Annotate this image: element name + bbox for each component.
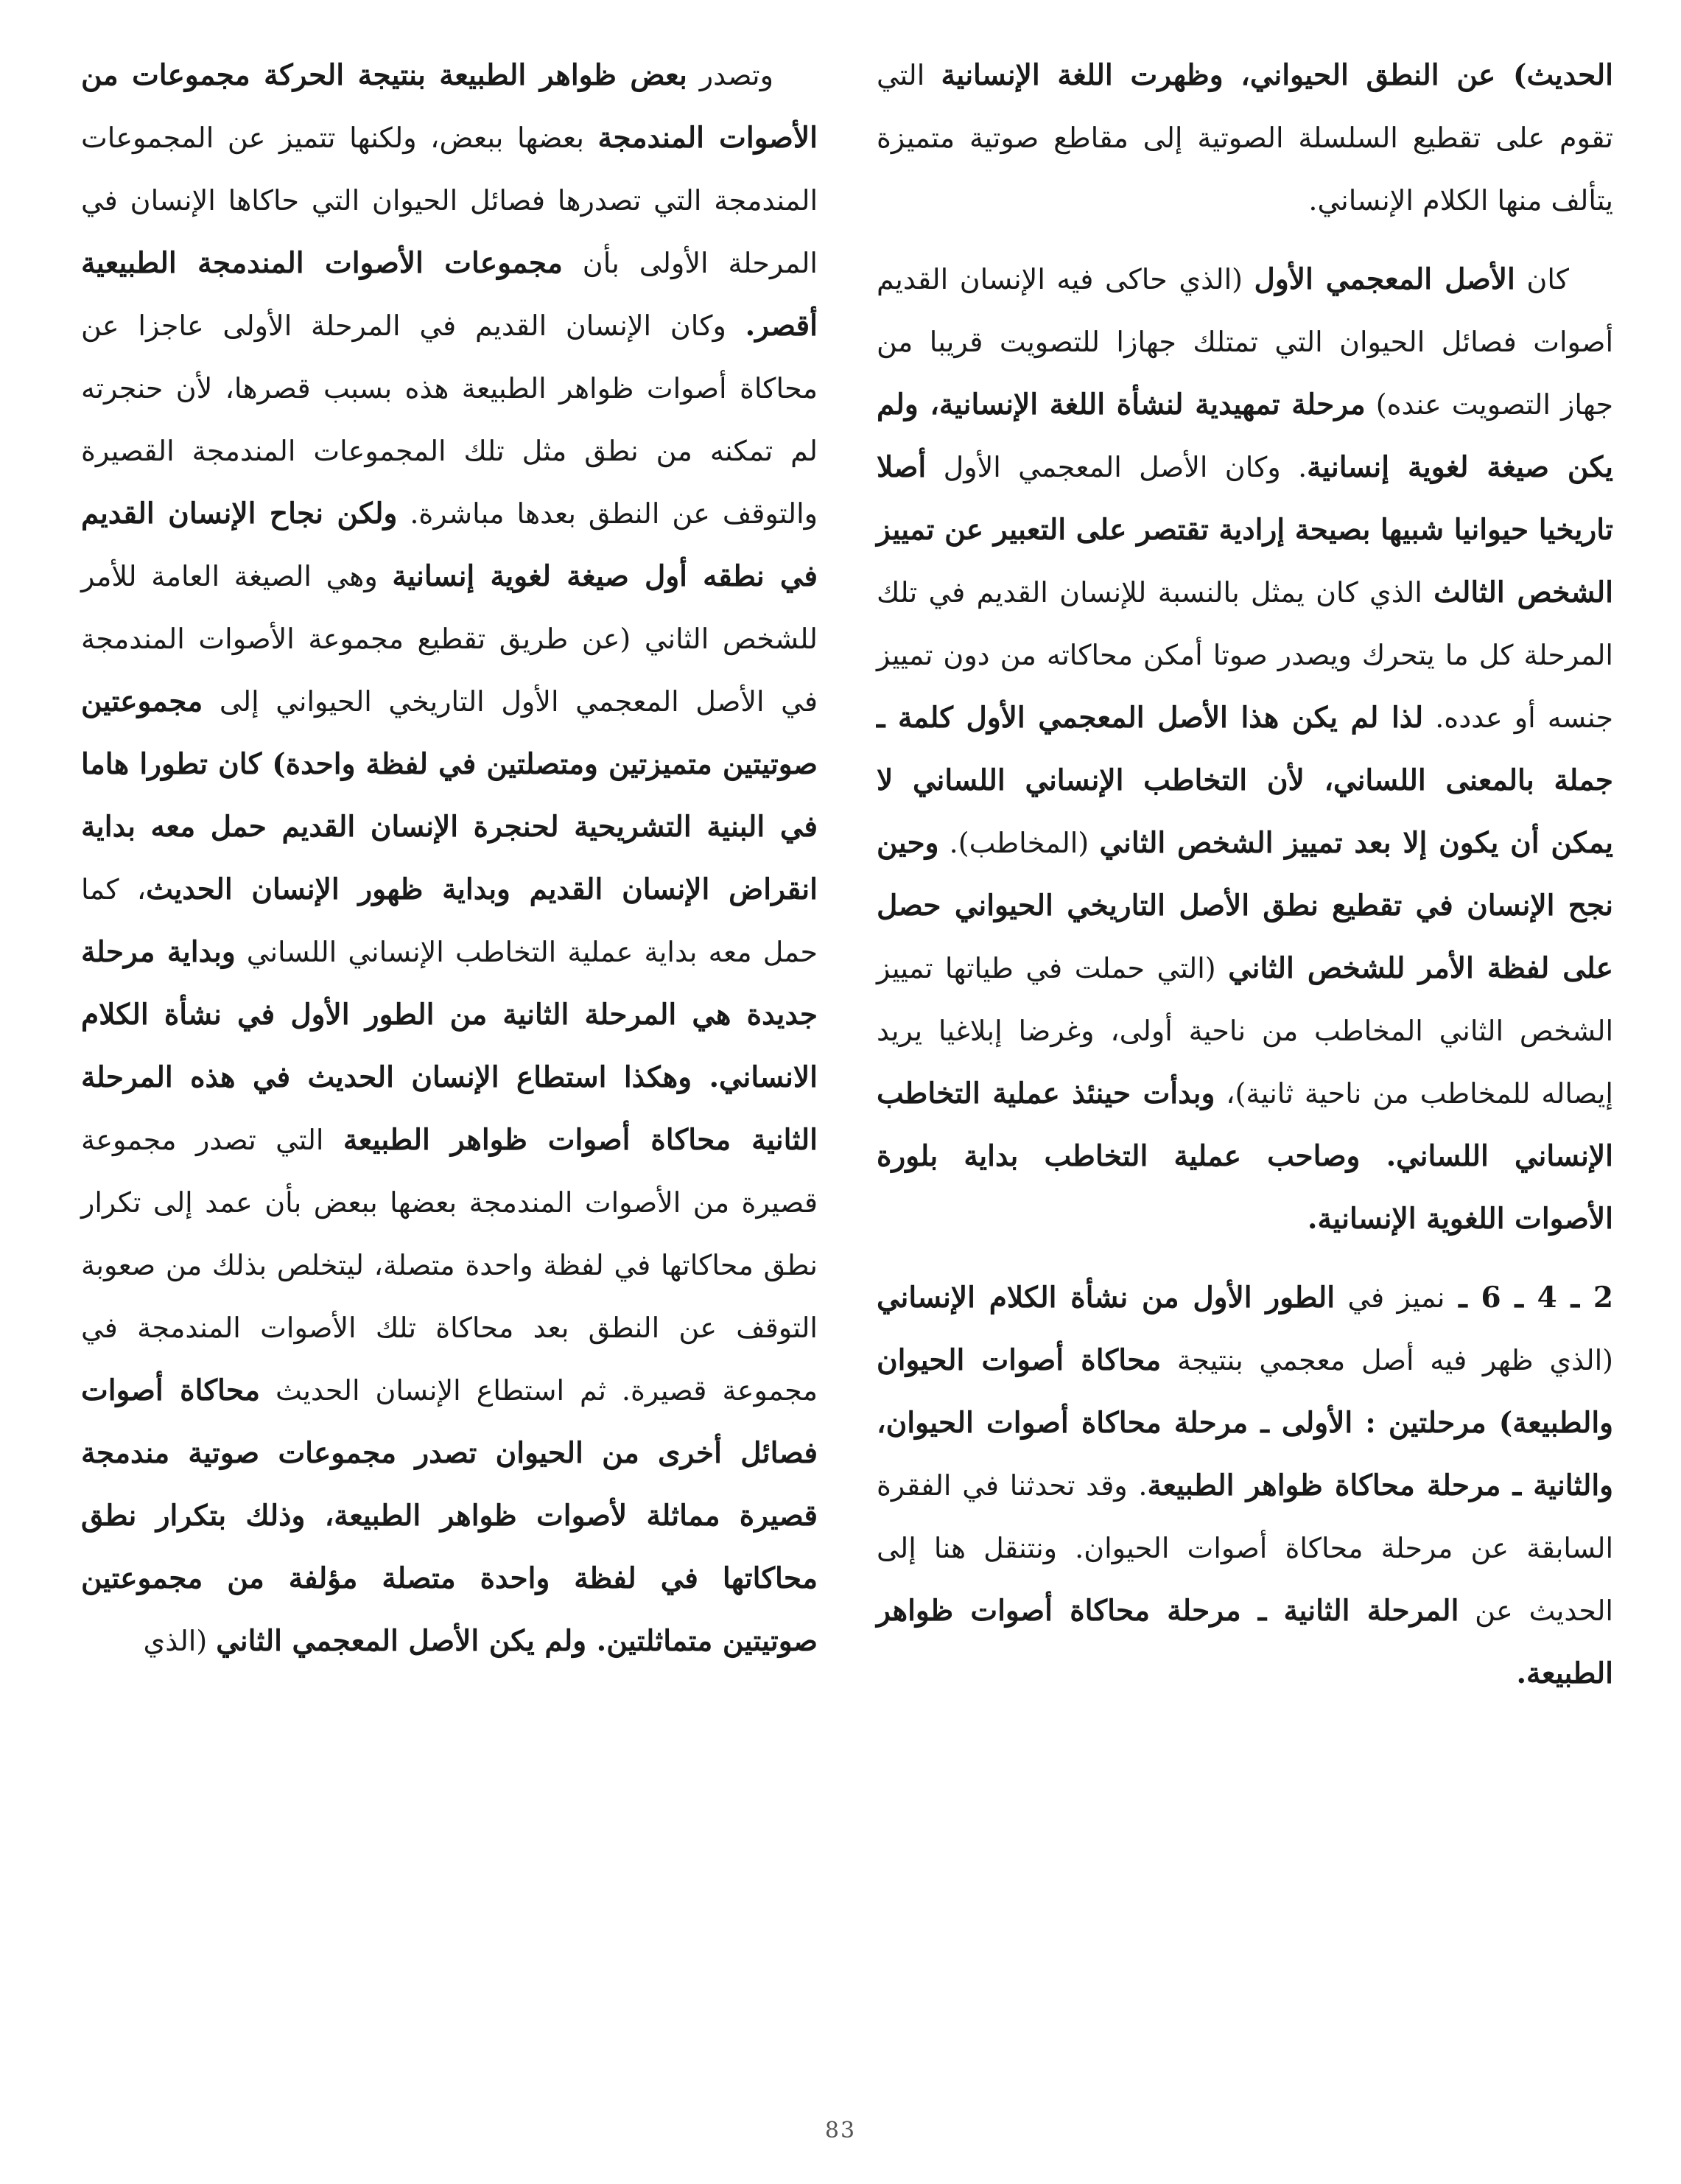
bold-text-run: وبدأت حينئذ عملية التخاطب الإنساني اللساني. وصاحب عملية التخاطب بداية بلورة الأصوات اللغوية الإنسانية.: [877, 1077, 1613, 1236]
bold-text-run: محاكاة أصوات فصائل أخرى من الحيوان تصدر مجموعات صوتية مندمجة قصيرة مماثلة لأصوات ظواهر الطبيعة، وذلك بتكرار نطق محاكاتها في لفظة واحدة متصلة مؤلفة من مجموعتين صوتيتين متماثلتين. ولم يكن الأصل المعجمي الثاني: [81, 1373, 818, 1658]
bold-text-run: الأصل المعجمي الأول: [1254, 262, 1515, 296]
left-paragraph-1: [81, 44, 818, 1673]
text-run: (الذي ظهر فيه أصل معجمي بنتيجة: [1161, 1344, 1613, 1376]
bold-text-run: 2 ـ 4 ـ 6 ـ: [1445, 1281, 1613, 1315]
text-run: الذي كان يمثل بالنسبة للإنسان القديم في تلك المرحلة كل ما يتحرك ويصدر صوتا أمكن محاكاته من دون تمييز جنسه أو عدده.: [877, 576, 1614, 734]
bold-text-run: مرحلة تمهيدية لنشأة اللغة الإنسانية، ولم يكن صيغة لغوية إنسانية: [877, 388, 1613, 484]
text-run: (التي حملت في طياتها تمييز الشخص الثاني المخاطب من ناحية أولى، وغرضا إبلاغيا يريد إيصاله للمخاطب من ناحية ثانية)،: [877, 952, 1613, 1110]
text-run: التي تصدر مجموعة قصيرة من الأصوات المندمجة بعضها ببعض بأن عمد إلى تكرار نطق محاكاتها في لفظة واحدة متصلة، ليتخلص بذلك من صعوبة التوقف عن النطق بعد محاكاة تلك الأصوات المندمجة في مجموعة قصيرة. ثم استطاع الإنسان الحديث: [81, 1124, 818, 1407]
right-paragraph-1: [877, 44, 1613, 232]
page-number: 83: [824, 2118, 857, 2143]
bold-text-run: مجموعتين صوتيتين متميزتين ومتصلتين في لفظة واحدة) كان تطورا هاما في البنية التشريحية لحنجرة الإنسان القديم حمل معه بداية انقراض الإنسان القديم وبداية ظهور الإنسان الحديث: [81, 685, 818, 906]
text-run: وهي الصيغة العامة للأمر للشخص الثاني (عن طريق تقطيع مجموعة الأصوات المندمجة في الأصل المعجمي الأول التاريخي الحيواني إلى: [81, 560, 818, 718]
text-run: كان: [1515, 263, 1569, 295]
text-run: وكان الإنسان القديم في المرحلة الأولى عاجزا عن محاكاة أصوات ظواهر الطبيعة هذه بسبب قصرها، لأن حنجرته لم تمكنه من نطق مثل تلك المجموعات المندمجة القصيرة والتوقف عن النطق بعدها مباشرة.: [81, 309, 818, 530]
right-column: [877, 44, 1613, 1721]
text-run: (المخاطب).: [938, 827, 1100, 859]
text-run: التي تقوم على تقطيع السلسلة الصوتية إلى مقاطع صوتية متميزة يتألف منها الكلام الإنساني.: [877, 59, 1613, 217]
text-run: (الذي: [143, 1625, 217, 1657]
bold-text-run: لذا لم يكن هذا الأصل المعجمي الأول كلمة ـ جملة بالمعنى اللساني، لأن التخاطب الإنساني اللساني لا يمكن أن يكون إلا بعد تمييز الشخص الثاني: [877, 701, 1613, 860]
bold-text-run: محاكاة أصوات الحيوان والطبيعة) مرحلتين : الأولى ـ مرحلة محاكاة أصوات الحيوان، والثانية ـ مرحلة محاكاة ظواهر الطبيعة: [877, 1343, 1613, 1502]
right-paragraph-3: [877, 1267, 1613, 1705]
bold-text-run: أصلا تاريخيا حيوانيا شبيها بصيحة إرادية تقتصر على التعبير عن تمييز الشخص الثالث: [877, 450, 1613, 609]
text-run: بعضها ببعض، ولكنها تتميز عن المجموعات المندمجة التي تصدرها فصائل الحيوان التي حاكاها الإنسان في المرحلة الأولى بأن: [81, 122, 818, 279]
bold-text-run: المرحلة الثانية ـ مرحلة محاكاة أصوات ظواهر الطبيعة.: [877, 1594, 1613, 1690]
text-run: (الذي حاكى فيه الإنسان القديم أصوات فصائل الحيوان التي تمتلك جهازا للتصويت قريبا من جهاز التصويت عنده): [877, 263, 1613, 421]
bold-text-run: الطور الأول من نشأة الكلام الإنساني: [877, 1281, 1336, 1315]
bold-text-run: مجموعات الأصوات المندمجة الطبيعية أقصر.: [81, 246, 818, 343]
text-run: ، كما حمل معه بداية عملية التخاطب الإنساني اللساني: [81, 873, 818, 968]
bold-text-run: ولكن نجاح الإنسان القديم في نطقه أول صيغة لغوية إنسانية: [81, 497, 818, 593]
text-run: . وقد تحدثنا في الفقرة السابقة عن مرحلة محاكاة أصوات الحيوان. ونتنقل هنا إلى الحديث عن: [877, 1469, 1613, 1627]
bold-text-run: الحديث) عن النطق الحيواني، وظهرت اللغة الإنسانية: [941, 58, 1613, 92]
right-paragraph-2: [877, 248, 1613, 1250]
bold-text-run: وحين نجح الإنسان في تقطيع نطق الأصل التاريخي الحيواني حصل على لفظة الأمر للشخص الثاني: [877, 826, 1613, 985]
left-column: [81, 44, 818, 1689]
bold-text-run: بعض ظواهر الطبيعة بنتيجة الحركة مجموعات من الأصوات المندمجة: [81, 58, 818, 155]
text-run: نميز في: [1335, 1281, 1445, 1314]
bold-text-run: وبداية مرحلة جديدة هي المرحلة الثانية من الطور الأول في نشأة الكلام الانساني. وهكذا استطاع الإنسان الحديث في هذه المرحلة الثانية محاكاة أصوات ظواهر الطبيعة: [81, 935, 818, 1157]
text-run: وتصدر: [687, 59, 773, 91]
text-run: . وكان الأصل المعجمي الأول: [926, 451, 1308, 483]
